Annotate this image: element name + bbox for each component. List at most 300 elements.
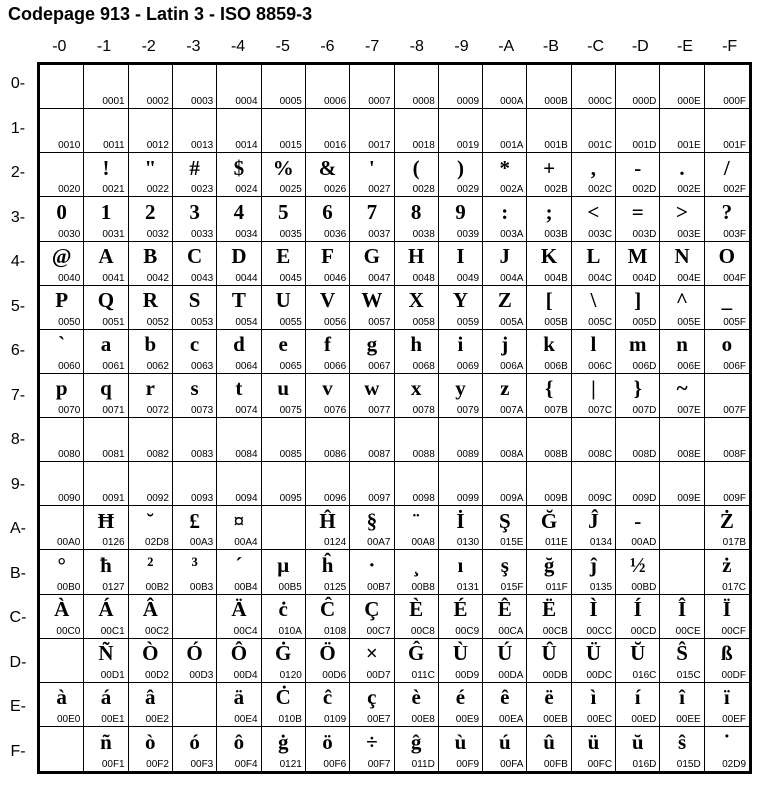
cell-codepoint: 00A4: [234, 537, 258, 549]
cell-character: [: [545, 288, 553, 313]
table-cell: [217, 506, 261, 550]
table-cell: [395, 153, 439, 197]
table-cell: [217, 595, 261, 639]
cell-character: Î: [677, 597, 687, 622]
cell-character: ¤: [233, 508, 245, 533]
cell-character: =: [631, 199, 644, 224]
table-cell: [660, 595, 704, 639]
table-cell: [660, 639, 704, 683]
table-cell: [129, 65, 173, 109]
table-cell: [483, 418, 527, 462]
table-cell: [439, 550, 483, 594]
table-cell: [483, 683, 527, 727]
table-cell: [217, 727, 261, 771]
table-cell: [173, 286, 217, 330]
cell-character: [483, 462, 526, 492]
cell-character: [439, 109, 482, 139]
table-cell: [129, 197, 173, 241]
cell-character: [129, 462, 172, 492]
cell-codepoint: 0096: [323, 493, 347, 505]
cell-codepoint: 00F6: [323, 759, 347, 770]
table-cell: [439, 242, 483, 286]
cell-character: U: [275, 288, 291, 313]
col-header: -8: [409, 38, 424, 55]
cell-codepoint: 003C: [588, 228, 613, 240]
table-cell: [173, 330, 217, 374]
cell-codepoint: 0015: [279, 140, 302, 152]
cell-codepoint: 0098: [412, 493, 435, 505]
table-cell: [616, 418, 660, 462]
table-cell: [173, 374, 217, 418]
cell-character: h: [410, 332, 422, 357]
cell-codepoint: 002D: [632, 184, 657, 196]
cell-character: L: [586, 244, 601, 269]
cell-character: ż: [722, 552, 732, 577]
table-cell: [616, 65, 660, 109]
cell-character: B: [143, 244, 158, 269]
cell-character: [483, 65, 526, 95]
cell-codepoint: 005E: [677, 316, 701, 328]
cell-character: .: [679, 155, 685, 180]
table-cell: [483, 109, 527, 153]
cell-codepoint: 009C: [588, 493, 613, 505]
table-cell: [306, 727, 350, 771]
col-header: -5: [275, 38, 290, 55]
cell-character: [705, 374, 749, 404]
cell-character: [173, 462, 216, 492]
table-cell: [527, 639, 571, 683]
cell-character: [527, 462, 570, 492]
cell-character: [40, 109, 83, 139]
table-cell: [660, 550, 704, 594]
cell-codepoint: 0065: [279, 360, 302, 372]
cell-character: O: [718, 244, 736, 269]
table-cell: [439, 506, 483, 550]
table-cell: [439, 727, 483, 771]
cell-codepoint: 0035: [279, 228, 302, 240]
table-cell: [217, 153, 261, 197]
table-cell: [306, 65, 350, 109]
cell-character: 5: [277, 199, 289, 224]
cell-codepoint: 006D: [632, 360, 657, 372]
cell-codepoint: 002B: [544, 184, 568, 196]
table-cell: [84, 462, 128, 506]
cell-codepoint: 010B: [278, 713, 302, 725]
cell-character: Ħ: [97, 508, 115, 533]
table-cell: [527, 683, 571, 727]
cell-character: I: [456, 244, 465, 269]
cell-codepoint: 0029: [456, 184, 480, 196]
cell-codepoint: 0092: [146, 493, 169, 505]
cell-character: ü: [587, 729, 600, 754]
table-cell: [350, 330, 394, 374]
cell-codepoint: 00E0: [56, 713, 81, 725]
table-cell: [173, 683, 217, 727]
table-cell: [705, 286, 749, 330]
cell-character: n: [676, 332, 688, 357]
cell-codepoint: 007C: [588, 405, 613, 416]
cell-codepoint: 0087: [368, 449, 391, 461]
cell-codepoint: 00B8: [411, 581, 435, 593]
cell-codepoint: 008A: [500, 449, 524, 461]
cell-codepoint: 0040: [58, 272, 81, 284]
cell-character: r: [145, 376, 155, 401]
table-cell: [483, 65, 527, 109]
cell-character: T: [231, 288, 246, 313]
cell-character: ~: [676, 376, 688, 401]
cell-codepoint: 0045: [279, 272, 302, 284]
cell-codepoint: 0048: [412, 272, 435, 284]
cell-codepoint: 0021: [102, 184, 125, 196]
cell-character: [173, 65, 216, 95]
cell-character: H: [407, 244, 425, 269]
cell-character: ó: [189, 729, 200, 754]
cell-codepoint: 00E9: [455, 713, 480, 725]
cell-codepoint: 0001: [102, 96, 125, 108]
table-cell: [262, 197, 306, 241]
table-cell: [40, 550, 84, 594]
cell-character: [40, 418, 83, 448]
table-cell: [217, 683, 261, 727]
table-cell: [129, 727, 173, 771]
table-cell: [395, 727, 439, 771]
cell-codepoint: 02D9: [722, 759, 746, 770]
cell-codepoint: 0093: [191, 493, 214, 505]
table-cell: [350, 65, 394, 109]
table-cell: [40, 109, 84, 153]
table-cell: [173, 418, 217, 462]
cell-character: í: [634, 685, 641, 710]
table-cell: [262, 65, 306, 109]
cell-character: ĝ: [410, 729, 422, 754]
cell-character: _: [721, 288, 733, 313]
table-cell: [262, 506, 306, 550]
table-cell: [527, 153, 571, 197]
cell-codepoint: 00C2: [145, 625, 169, 637]
cell-codepoint: 000D: [632, 96, 657, 108]
table-cell: [527, 727, 571, 771]
cell-character: [173, 418, 216, 448]
table-cell: [395, 242, 439, 286]
cell-codepoint: 015F: [500, 581, 524, 593]
cell-character: ,: [590, 155, 597, 180]
cell-codepoint: 0091: [102, 493, 125, 505]
cell-codepoint: 0036: [323, 228, 347, 240]
table-cell: [527, 65, 571, 109]
cell-codepoint: 0067: [368, 360, 391, 372]
cell-character: >: [676, 199, 689, 224]
cell-codepoint: 009A: [500, 493, 524, 505]
cell-codepoint: 00B3: [189, 581, 214, 593]
table-cell: [527, 595, 571, 639]
table-cell: [217, 242, 261, 286]
table-cell: [350, 197, 394, 241]
cell-character: a: [100, 332, 112, 357]
cell-character: °: [57, 552, 66, 577]
table-cell: [483, 153, 527, 197]
cell-codepoint: 008F: [723, 449, 746, 461]
cell-character: À: [54, 597, 70, 622]
cell-codepoint: 00ED: [631, 713, 657, 725]
cell-codepoint: 0055: [279, 316, 302, 328]
row-label: 3-: [10, 208, 26, 226]
cell-character: [129, 109, 172, 139]
table-cell: [616, 639, 660, 683]
table-cell: [483, 506, 527, 550]
cell-character: [660, 506, 703, 536]
col-header: -B: [542, 38, 559, 55]
table-cell: [40, 683, 84, 727]
cell-codepoint: 004E: [677, 272, 701, 284]
cell-character: ÷: [366, 729, 378, 754]
cell-character: [217, 418, 260, 448]
cell-character: i: [457, 332, 464, 357]
cell-codepoint: 00C1: [100, 625, 125, 637]
cell-character: Z: [497, 288, 512, 313]
table-cell: [527, 418, 571, 462]
cell-codepoint: 000C: [588, 96, 613, 108]
cell-codepoint: 001F: [723, 140, 746, 152]
cell-codepoint: 001A: [500, 140, 524, 152]
table-cell: [616, 109, 660, 153]
table-cell: [350, 506, 394, 550]
cell-codepoint: 00EE: [676, 713, 701, 725]
table-cell: [262, 595, 306, 639]
cell-character: Û: [541, 641, 557, 666]
table-cell: [660, 683, 704, 727]
table-cell: [395, 683, 439, 727]
table-cell: [705, 374, 749, 418]
table-cell: [660, 286, 704, 330]
cell-character: g: [366, 332, 378, 357]
table-cell: [439, 462, 483, 506]
cell-codepoint: 0005: [279, 96, 302, 108]
cell-character: o: [721, 332, 733, 357]
cell-codepoint: 005D: [632, 316, 657, 328]
cell-codepoint: 0127: [102, 581, 125, 593]
cell-character: S: [188, 288, 201, 313]
cell-character: ·: [368, 552, 376, 577]
cell-character: Ğ: [540, 508, 558, 533]
cell-codepoint: 0028: [412, 184, 435, 196]
table-cell: [395, 506, 439, 550]
table-cell: [350, 550, 394, 594]
cell-codepoint: 0061: [102, 360, 125, 372]
table-cell: [129, 330, 173, 374]
table-cell: [350, 374, 394, 418]
cell-codepoint: 00FA: [500, 759, 524, 770]
table-cell: [129, 462, 173, 506]
table-cell: [705, 683, 749, 727]
table-cell: [395, 639, 439, 683]
table-cell: [129, 595, 173, 639]
cell-character: ½: [629, 552, 646, 577]
cell-codepoint: 0083: [191, 449, 214, 461]
cell-character: [306, 462, 349, 492]
cell-character: à: [56, 685, 67, 710]
cell-codepoint: 00F7: [367, 759, 391, 770]
cell-codepoint: 00E4: [234, 713, 258, 725]
cell-character: [129, 418, 172, 448]
cell-character: p: [55, 376, 68, 401]
row-label: 1-: [10, 119, 26, 137]
cell-character: ]: [634, 288, 642, 313]
cell-codepoint: 00DF: [721, 669, 746, 681]
table-cell: [439, 374, 483, 418]
cell-codepoint: 00CB: [542, 625, 568, 637]
table-cell: [306, 506, 350, 550]
cell-codepoint: 007D: [632, 405, 657, 416]
table-cell: [262, 550, 306, 594]
table-cell: [217, 418, 261, 462]
cell-codepoint: 015C: [676, 669, 701, 681]
cell-character: #: [189, 155, 200, 180]
table-cell: [395, 197, 439, 241]
cell-character: d: [233, 332, 245, 357]
table-cell: [527, 506, 571, 550]
cell-codepoint: 00C0: [56, 625, 81, 637]
cell-character: [262, 506, 305, 536]
cell-codepoint: 004B: [544, 272, 568, 284]
cell-codepoint: 0066: [323, 360, 347, 372]
cell-codepoint: 0073: [191, 405, 214, 416]
table-cell: [572, 330, 616, 374]
cell-character: [439, 462, 482, 492]
cell-codepoint: 0004: [235, 96, 258, 108]
table-cell: [572, 374, 616, 418]
cell-character: ö: [322, 729, 333, 754]
table-cell: [262, 242, 306, 286]
table-cell: [572, 639, 616, 683]
table-cell: [439, 109, 483, 153]
cell-codepoint: 0050: [58, 316, 81, 328]
cell-character: Ê: [497, 597, 512, 622]
table-cell: [350, 683, 394, 727]
cell-character: [217, 109, 260, 139]
cell-codepoint: 0017: [368, 140, 391, 152]
cell-codepoint: 0042: [146, 272, 169, 284]
cell-character: ˘: [146, 508, 154, 533]
cell-codepoint: 0063: [191, 360, 214, 372]
row-label: 5-: [10, 297, 26, 315]
table-cell: [527, 286, 571, 330]
cell-codepoint: 0037: [368, 228, 391, 240]
cell-character: V: [319, 288, 336, 313]
cell-codepoint: 0094: [235, 493, 258, 505]
cell-codepoint: 000B: [544, 96, 568, 108]
table-cell: [705, 506, 749, 550]
cell-character: Ò: [142, 641, 159, 666]
cell-codepoint: 007F: [723, 405, 746, 416]
cell-character: t: [235, 376, 243, 401]
table-cell: [705, 65, 749, 109]
cell-codepoint: 00C9: [455, 625, 480, 637]
cell-codepoint: 0023: [191, 184, 214, 196]
cell-character: [572, 418, 615, 448]
cell-character: ì: [590, 685, 597, 710]
cell-character: [483, 109, 526, 139]
cell-codepoint: 002E: [677, 184, 701, 196]
cell-codepoint: 0130: [456, 537, 480, 549]
cell-character: ş: [500, 552, 509, 577]
table-cell: [173, 109, 217, 153]
cell-codepoint: 0126: [102, 537, 125, 549]
cell-codepoint: 0071: [102, 405, 125, 416]
cell-codepoint: 0090: [58, 493, 81, 505]
cell-character: ×: [365, 641, 378, 666]
cell-codepoint: 0064: [235, 360, 258, 372]
column-headers: [37, 36, 752, 58]
cell-codepoint: 00D2: [145, 669, 169, 681]
cell-codepoint: 0076: [323, 405, 347, 416]
cell-codepoint: 00FB: [543, 759, 568, 770]
cell-character: É: [453, 597, 468, 622]
cell-character: [660, 109, 703, 139]
table-cell: [572, 65, 616, 109]
cell-codepoint: 0124: [323, 537, 347, 549]
cell-codepoint: 0008: [412, 96, 435, 108]
table-cell: [217, 197, 261, 241]
cell-codepoint: 0109: [323, 713, 347, 725]
table-cell: [527, 109, 571, 153]
cell-character: !: [102, 155, 110, 180]
table-cell: [572, 286, 616, 330]
cell-codepoint: 00C4: [233, 625, 258, 637]
cell-character: 1: [100, 199, 112, 224]
table-cell: [705, 462, 749, 506]
cell-codepoint: 0068: [412, 360, 435, 372]
cell-character: $: [233, 155, 245, 180]
table-cell: [129, 109, 173, 153]
table-cell: [616, 550, 660, 594]
table-cell: [395, 109, 439, 153]
cell-codepoint: 0099: [456, 493, 480, 505]
col-header: -A: [498, 38, 515, 55]
cell-codepoint: 000F: [723, 96, 746, 108]
cell-codepoint: 011F: [545, 581, 568, 593]
cell-character: Ë: [542, 597, 557, 622]
cell-codepoint: 00D7: [366, 669, 391, 681]
table-cell: [262, 639, 306, 683]
cell-codepoint: 0012: [146, 140, 169, 152]
table-cell: [40, 65, 84, 109]
cell-character: Ŝ: [676, 641, 688, 666]
cell-codepoint: 0108: [323, 625, 347, 637]
table-cell: [439, 153, 483, 197]
table-cell: [350, 153, 394, 197]
cell-character: f: [324, 332, 332, 357]
cell-codepoint: 0125: [323, 581, 347, 593]
cell-character: N: [674, 244, 690, 269]
cell-character: [84, 109, 127, 139]
cell-character: [616, 109, 659, 139]
table-cell: [439, 683, 483, 727]
cell-codepoint: 0078: [412, 405, 435, 416]
cell-codepoint: 0011: [103, 140, 125, 152]
cell-character: m: [628, 332, 647, 357]
cell-codepoint: 00FC: [587, 759, 613, 770]
table-cell: [84, 197, 128, 241]
cell-codepoint: 016C: [632, 669, 657, 681]
cell-character: ŭ: [631, 729, 644, 754]
cell-character: [705, 462, 749, 492]
row-label: E-: [10, 698, 26, 716]
table-cell: [572, 197, 616, 241]
cell-character: u: [277, 376, 290, 401]
col-header: -F: [722, 38, 738, 55]
cell-codepoint: 0077: [368, 405, 391, 416]
table-cell: [173, 639, 217, 683]
